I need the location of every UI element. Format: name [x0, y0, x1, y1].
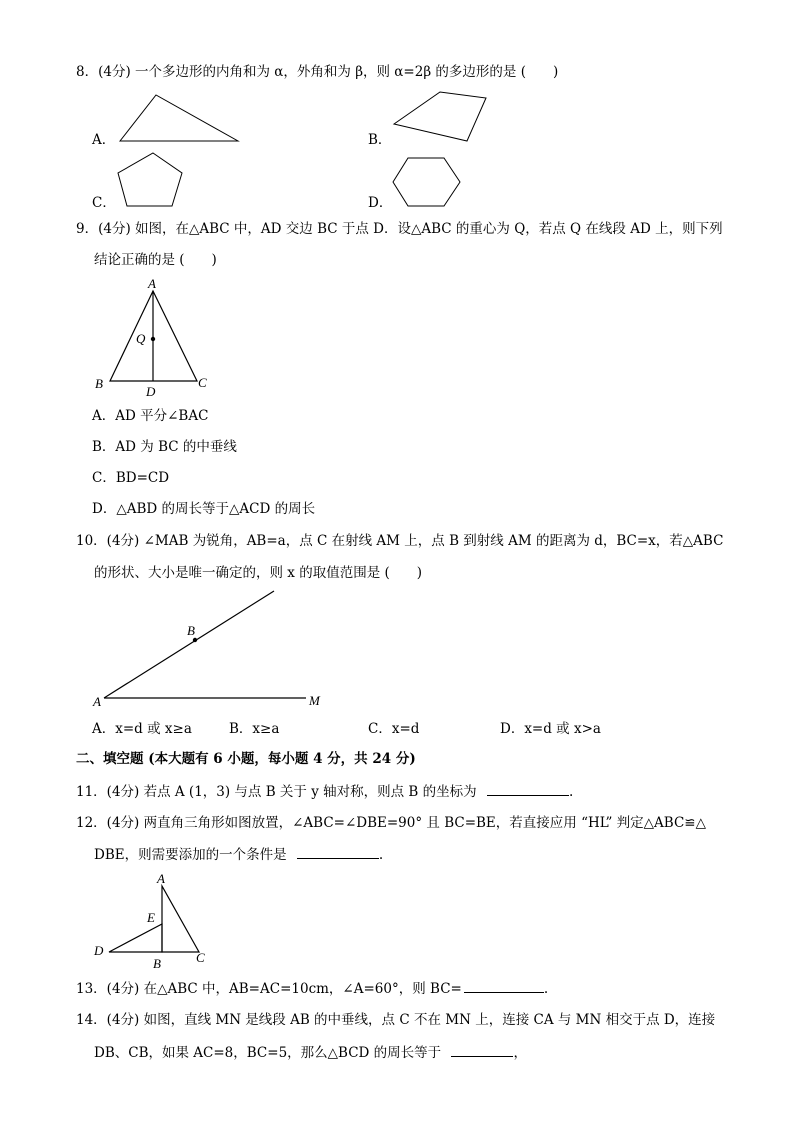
q13-text: 13．(4分) 在△ABC 中，AB=AC=10cm，∠A=60°，则 BC= — [76, 981, 462, 997]
label-a: A — [157, 871, 165, 886]
label-d: D — [146, 384, 156, 399]
q11-end: . — [568, 784, 574, 800]
q13-end: . — [543, 981, 549, 997]
label-e: E — [147, 910, 155, 925]
q8-text: 8．(4分) 一个多边形的内角和为 α，外角和为 β，则 α=2β 的多边形的是 ( ) — [76, 64, 559, 80]
q8-option-a: A． — [92, 132, 116, 148]
triangle-dbe — [109, 924, 162, 952]
q13 — [76, 980, 548, 997]
label-q: Q — [136, 331, 146, 346]
answer-blank[interactable] — [464, 980, 544, 993]
label-b: B — [95, 376, 103, 391]
label-b: B — [153, 956, 161, 971]
q8-option-d: D． — [368, 195, 393, 211]
label-m: M — [309, 693, 320, 708]
q9-option-b: B．AD 为 BC 的中垂线 — [92, 439, 237, 455]
q14-end: ， — [513, 1045, 527, 1061]
q8-option-c: C． — [92, 195, 116, 211]
answer-blank[interactable] — [451, 1044, 513, 1057]
q9-option-d: D．△ABD 的周长等于△ACD 的周长 — [92, 501, 316, 517]
q9-line1: 9．(4分) 如图，在△ABC 中，AD 交边 BC 于点 D．设△ABC 的重心为 Q，若点 Q 在线段 AD 上，则下列 — [76, 221, 723, 237]
q10-option-d: D．x=d 或 x>a — [500, 721, 601, 737]
q9-option-a: A．AD 平分∠BAC — [92, 408, 209, 424]
label-a: A — [148, 276, 156, 291]
q12-line1: 12．(4分) 两直角三角形如图放置，∠ABC=∠DBE=90° 且 BC=BE，若直接应用 “HL” 判定△ABC≌△ — [76, 815, 706, 831]
q12-end: . — [378, 847, 384, 863]
q10-option-b: B．x≥a — [229, 721, 280, 737]
q10-option-a: A．x=d 或 x≥a — [92, 721, 192, 737]
q14-line2-wrap — [94, 1044, 527, 1061]
label-d: D — [94, 943, 104, 958]
q10-line1: 10．(4分) ∠MAB 为锐角，AB=a，点 C 在射线 AM 上，点 B 到射线 AM 的距离为 d，BC=x，若△ABC — [76, 533, 724, 549]
section-title: 二、填空题 (本大题有 6 小题，每小题 4 分，共 24 分) — [76, 751, 416, 767]
q14-line2: DB、CB，如果 AC=8，BC=5，那么△BCD 的周长等于 — [94, 1045, 442, 1061]
q9-line2: 结论正确的是 ( ) — [94, 252, 217, 268]
q14-line1: 14．(4分) 如图，直线 MN 是线段 AB 的中垂线，点 C 不在 MN 上，连接 CA 与 MN 相交于点 D，连接 — [76, 1012, 716, 1028]
label-c: C — [196, 950, 205, 965]
q11-text: 11．(4分) 若点 A (1，3) 与点 B 关于 y 轴对称，则点 B 的坐标为 — [76, 784, 477, 800]
q8-option-b: B． — [368, 132, 392, 148]
q9-option-c: C．BD=CD — [92, 470, 170, 486]
label-b: B — [187, 623, 195, 638]
q10-line2: 的形状、大小是唯一确定的，则 x 的取值范围是 ( ) — [94, 565, 423, 581]
triangle-abc — [162, 886, 199, 952]
label-c: C — [198, 375, 207, 390]
q12-line2: DBE，则需要添加的一个条件是 — [94, 847, 287, 863]
q10-option-c: C．x=d — [368, 721, 420, 737]
label-a: A — [93, 694, 101, 709]
